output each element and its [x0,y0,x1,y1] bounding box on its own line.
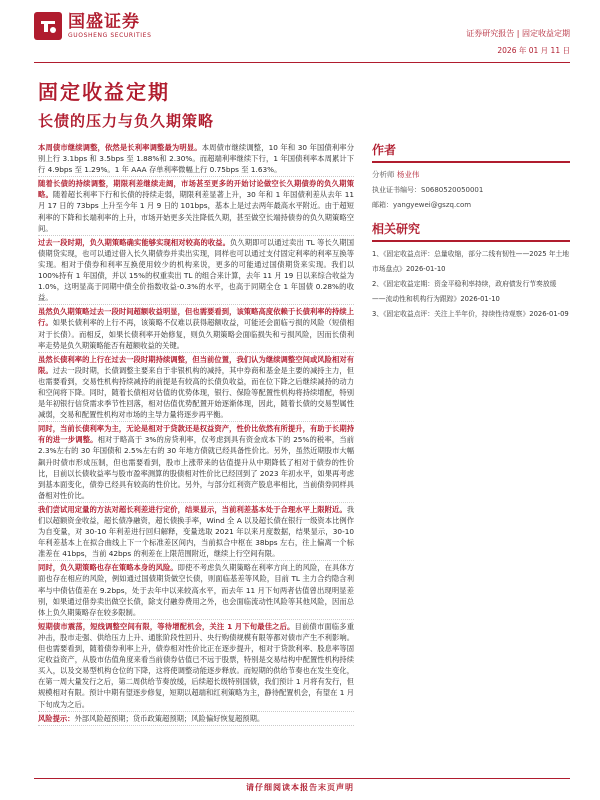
report-subtitle: 长债的压力与负久期策略 [38,112,215,130]
footer-divider [34,778,570,779]
analyst-name: 杨业伟 [396,170,420,179]
authors-block [372,169,570,210]
brand-name-en: GUOSHENG SECURITIES [68,32,152,39]
paragraph: 虽然负久期策略过去一段时间超额收益明显，但也需要看到，该策略高度依赖于长债利率的持续上行。如果长债利率的上行不再，该策略不仅难以获得超额收益，可能还会面临亏损的风险（短债相对于长债）。而相反，如果长债利率开始修复，则负久期策略会面临损失和亏损风险，因而长债利率走势是负久期策略能否有超额收益的关键。 [38,305,354,352]
report-date: 2026 年 01 月 11 日 [497,46,570,55]
summary-body [38,141,354,777]
related-item[interactable]: 3、《固定收益点评：关注上半年价，持续性待观察》2026-01-09 [372,310,569,318]
paragraph: 过去一段时期，负久期策略确实能够实现相对较高的收益。负久期即可以通过卖出 TL 等长久期国债期货实现，也可以通过借入长久期债券并卖出实现，同样也可以通过支付固定利率的利率互换等实现。相对于债券和利率互换使用较少的机构来说，更多的可能通过国债期货来实现。我们以 100%持有 1 年国债，并以 15%的权重卖出 TL 的组合来计算，去年 11 月 19 日以来综合收益为 1.0%，这明显高于同期中债全价指数收益-0.3%的水平，也高于同期全仓 1 年国债 0.28%的收益。 [38,236,354,306]
paragraph: 随着长债的持续调整，期限利差继续走阔，市场甚至更多的开始讨论做空长久期债券的负久期策略。随着超长利率下行和长债的持续走弱，期限利差显著上升，30 年和 1 年国债利差从去年 11 月 17 日的 73bps 上升至今年 1 月 9 日的 101bps，基本上是过去两年最高水平附近。由于超短利率的下降和长端利率的上升，市场开始更多关注降低久期，甚至做空长端持债券的负久期策略空间。 [38,177,354,235]
footer-disclaimer: 请仔细阅读本报告末页声明 [246,783,354,792]
brand-logo [34,12,151,40]
paragraph: 短期债市震荡，短线调整空间有限，等待增配机会，关注 1 月下旬最佳之后。目前债市面临多重冲击，股市走强、供给压力上升、通胀阶段性回升、央行购债规模有限等都对债市产生不利影响。但也需要看到，随着债券利率上升，债券相对性价比正在逐步提升，相对于贷款利率、股息率等固定收益资产，从股市估值角度来看当前债券估值已不远于股票，特别是交易结构中配置性机构持续买入，以及交易型机构仓位的下降，这将使调整动能逐步释放。而短期的供给节奏也在发生变化，在第一周大量发行之后，第二周供给节奏放缓，后续超长级特别国债，我们预计 1 月将有发行，但规模相对有限。预计中期有望逐步修复，短期以超端和红利策略为主，静待配置机会，有望在 1 月下旬成为之后。 [38,620,354,712]
related-item[interactable]: 1、《固定收益点评：总量收缩，部分二线有韧性——2025 年土地市场盘点》2026-01-10 [372,250,570,273]
paragraph: 虽然长债利率的上行在过去一段时期持续调整，但当前位置，我们认为继续调整空间或风险相对有限。过去一段时期，长债调整主要来自于非银机构的减持，其中券商和基金是主要的减持主力，但也需要看到，交易性机构持续减持的前提是有较高的长债负收益，而在位下降之后继续减持的动力和空间将下降。同时，随着长债相对估值的优势体现，银行、保险等配置性机构将持续增配，特别是年初银行信贷需求季节性回落，相对估值优势配置开始逐渐体现，因此，随着长债的交易型属性减弱，交易和配置性机构对市场的主导力量将逐步再平衡。 [38,353,354,423]
paragraph: 同时，当前长债利率为主，无论是相对于贷款还是权益资产，性价比依然有所提升，有助于长期持有的进一步调整。相对于略高于 3%的房贷利率，仅考虑到具有资金成本下的 25%的税率，当前 2.3%左右的 30 年国债和 2.5%左右的 30 年地方债就已经具备性价比。另外，虽然近期股市大幅飙升时债市形成压制，但也需要看到，股市上涨带来的估值提升从中期降低了相对于债券的性价比，目前以长债收益率与股市盈率测算的股债相对性价比已经回到了 2023 年初水平，如果再考虑到基本面变化，债券已经具有较高的性价比。另外，与部分红利资产股息率相比，当前债券同样具备相对性价比。 [38,422,354,503]
authors-heading: 作者 [372,141,570,163]
related-heading: 相关研究 [372,220,570,242]
analyst-email[interactable]: 邮箱：yangyewei@gszq.com [372,201,472,209]
analyst-cert: 执业证书编号：S0680520050001 [372,186,484,194]
paragraph: 我们尝试用定量的方法对超长利差进行定价，结果显示，当前利差基本处于合理水平上限附近。我们以超额资金收益，超长债净融资，超长债换手率，Wind 全 A 以及超长债在银行一级资本比例作为自变量，对 30-10 年利差进行回归解释，变量选取 2021 年以来月度数据，结果显示，30-10 年利差基本上在拟合曲线上下一个标准差区间内，当前拟合中枢在 38bps 左右，往上偏离一个标准差在 41bps，当前 42bps 的利差在上限范围附近，继续上行空间有限。 [38,503,354,561]
report-header [0,0,600,68]
paragraph: 同时，负久期策略也存在策略本身的风险。即使不考虑负久期策略在利率方向上的风险，在具体方面也存在相应的风险，例如通过国债期货做空长债，则面临基差等风险，目前 TL 主力合约隐含利率与中债估值差在 9.2bps，处于去年中以来较高水平，而去年 11 月下旬两者估值曾出现明显差别，如果通过借券卖出做空长债，除支付融券费用之外，也会面临流动性风险等其他风险，因而总体上负久期策略存在较多限制。 [38,561,354,619]
brand-logo-icon [34,12,62,40]
sidebar [372,141,570,322]
related-item[interactable]: 2、《固定收益定期：资金平稳利率持续，政府债发行节奏放缓——流动性和机构行为跟踪》2026-01-10 [372,280,557,303]
risk-warning: 风险提示：外部风险超预期；货币政策超预期；风险偏好恢复超预期。 [38,712,354,726]
paragraph: 本周债市继续调整，依然是长利率调整最为明显。本周债市继续调整，10 年和 30 年国债利率分别上行 3.1bps 和 3.5bps 至 1.88%和 2.30%。而超端利率继续下行，1 年国债利率本周累计下行 4.9bps 至 1.29%。1 年 AAA 存单利率微幅上行 0.75bps 至 1.63%。 [38,141,354,177]
analyst-label: 分析师 [372,170,395,179]
related-list [372,247,570,322]
report-title: 固定收益定期 [38,80,170,104]
report-type: 证券研究报告 | 固定收益定期 [466,29,570,38]
brand-name: 国盛证券 [68,12,140,32]
header-divider [34,62,570,63]
